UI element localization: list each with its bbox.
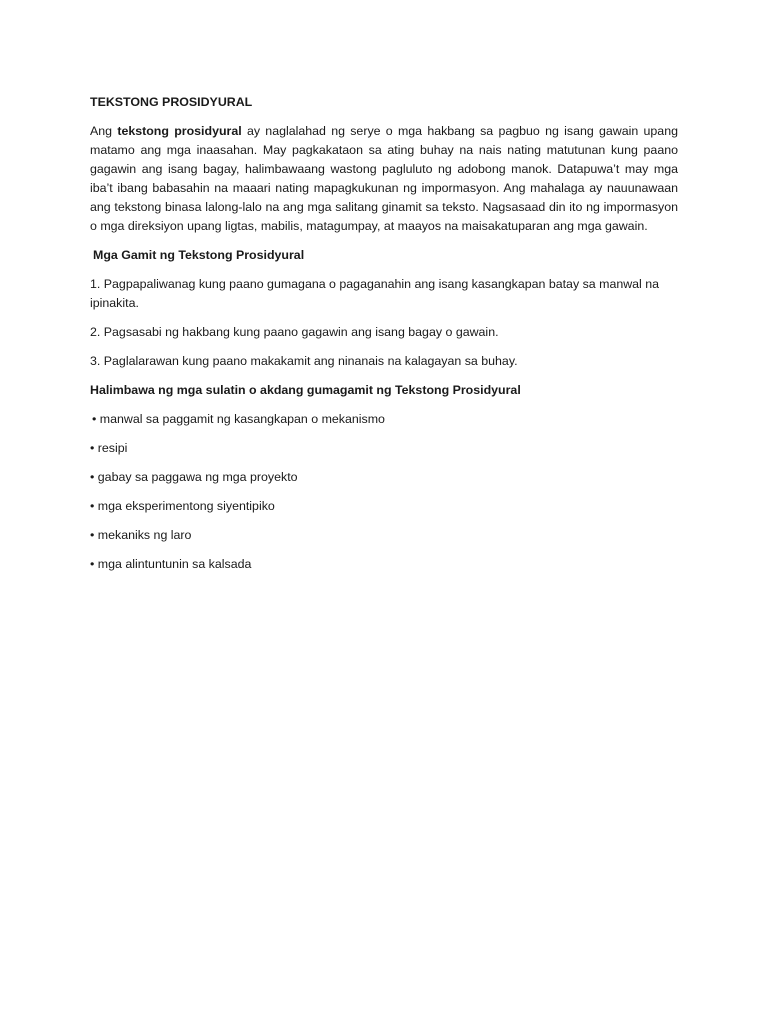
document-page — [90, 93, 678, 584]
list-item: 1. Pagpapaliwanag kung paano gumagana o pagaganahin ang isang kasangkapan batay sa manwal na ipinakita. — [90, 277, 660, 310]
list-item: • manwal sa paggamit ng kasangkapan o mekanismo — [92, 412, 385, 426]
list-item: • gabay sa paggawa ng mga proyekto — [90, 470, 298, 484]
uses-list — [90, 275, 678, 371]
document-title: TEKSTONG PROSIDYURAL — [90, 95, 253, 109]
intro-body: ay naglalahad ng serye o mga hakbang sa pagbuo ng isang gawain upang matamo ang mga inaasahan. May pagkakataon sa ating buhay na nais nating matutunan kung paano gagawin ang isang bagay, halimbawaang wastong pagluluto ng adobong manok. Datapuwa’t may mga iba’t ibang babasahin na maaari nating mapagkukunan ng impormasyon. Ang mahalaga ay nauunawaan ang tekstong binasa lalong-lalo na ang mga salitang ginamit sa teksto. Nagsasaad din ito ng impormasyon o mga direksiyon upang ligtas, mabilis, matagumpay, at maayos na maisakatuparan ang mga gawain. — [90, 124, 678, 233]
intro-prefix: Ang — [90, 124, 118, 138]
list-item: • mekaniks ng laro — [90, 528, 192, 542]
list-item: • mga eksperimentong siyentipiko — [90, 499, 275, 513]
list-item: 3. Paglalarawan kung paano makakamit ang ninanais na kalagayan sa buhay. — [90, 354, 518, 368]
intro-paragraph — [90, 122, 678, 236]
examples-list — [90, 410, 678, 574]
uses-heading: Mga Gamit ng Tekstong Prosidyural — [93, 248, 305, 262]
list-item: • mga alintuntunin sa kalsada — [90, 557, 252, 571]
examples-heading: Halimbawa ng mga sulatin o akdang gumagamit ng Tekstong Prosidyural — [90, 383, 521, 397]
list-item: • resipi — [90, 441, 128, 455]
list-item: 2. Pagsasabi ng hakbang kung paano gagawin ang isang bagay o gawain. — [90, 325, 499, 339]
intro-bold-term: tekstong prosidyural — [117, 124, 242, 138]
